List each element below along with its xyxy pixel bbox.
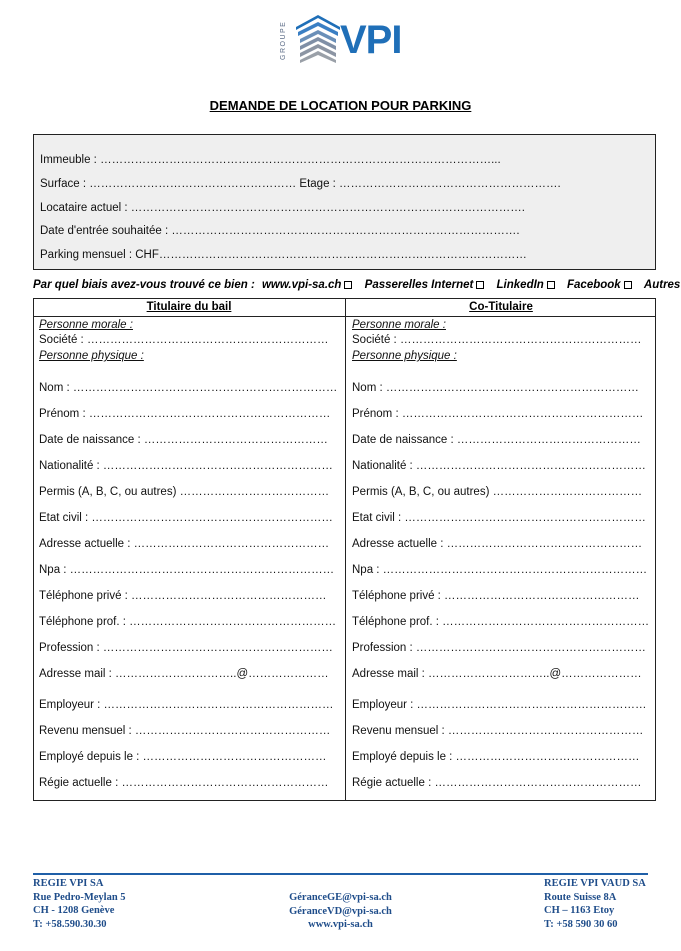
footer-line: REGIE VPI VAUD SA <box>544 878 646 889</box>
field-adresse-actuelle[interactable]: Adresse actuelle : …………………………………………… <box>352 538 643 550</box>
field-date-naissance[interactable]: Date de naissance : ………………………………………… <box>352 434 641 446</box>
header-divider <box>33 316 656 317</box>
footer-line: CH - 1208 Genève <box>33 905 115 916</box>
field-nationalite[interactable]: Nationalité : …………………………………………………… <box>352 460 646 472</box>
personne-morale-label: Personne morale : <box>39 319 133 331</box>
footer-website[interactable]: www.vpi-sa.ch <box>308 919 373 930</box>
field-employeur[interactable]: Employeur : …………………………………………………… <box>39 699 334 711</box>
field-adresse-actuelle[interactable]: Adresse actuelle : …………………………………………… <box>39 538 330 550</box>
field-regie-actuelle[interactable]: Régie actuelle : ……………………………………………… <box>352 777 642 789</box>
source-question: Par quel biais avez-vous trouvé ce bien : <box>33 279 255 291</box>
option-linkedin-checkbox[interactable] <box>547 281 555 289</box>
option-passerelles-checkbox[interactable] <box>476 281 484 289</box>
field-telephone-prof[interactable]: Téléphone prof. : ……………………………………………… <box>39 616 337 628</box>
field-telephone-prive[interactable]: Téléphone privé : …………………………………………… <box>352 590 640 602</box>
field-telephone-prof[interactable]: Téléphone prof. : ……………………………………………… <box>352 616 650 628</box>
footer-line: Route Suisse 8A <box>544 891 617 903</box>
field-immeuble[interactable]: Immeuble : …………………………………………………………………………………………... <box>40 154 501 166</box>
option-facebook-label: Facebook <box>567 279 621 291</box>
field-telephone-prive[interactable]: Téléphone privé : …………………………………………… <box>39 590 327 602</box>
field-parking-mensuel[interactable]: Parking mensuel : CHF…………………………………………………………………………………… <box>40 249 527 261</box>
footer-line: T: +58 590 30 60 <box>544 918 618 930</box>
footer-vaud-address <box>544 877 646 931</box>
titulaire-header: Titulaire du bail <box>146 301 232 313</box>
field-employe-depuis[interactable]: Employé depuis le : ………………………………………… <box>352 751 640 763</box>
footer-rule <box>33 873 648 875</box>
field-adresse-mail[interactable]: Adresse mail : …………………………..@………………… <box>39 668 329 680</box>
field-employe-depuis[interactable]: Employé depuis le : ………………………………………… <box>39 751 327 763</box>
field-regie-actuelle[interactable]: Régie actuelle : ……………………………………………… <box>39 777 329 789</box>
field-prenom[interactable]: Prénom : ……………………………………………………… <box>39 408 331 420</box>
property-info-box <box>33 134 656 270</box>
option-website-checkbox[interactable] <box>344 281 352 289</box>
field-permis[interactable]: Permis (A, B, C, ou autres) ………………………………… <box>39 486 330 498</box>
field-profession[interactable]: Profession : …………………………………………………… <box>39 642 333 654</box>
field-nom[interactable]: Nom : …………………………………………………………… <box>39 382 338 394</box>
option-facebook-checkbox[interactable] <box>624 281 632 289</box>
company-logo <box>280 14 410 66</box>
field-revenu-mensuel[interactable]: Revenu mensuel : …………………………………………… <box>352 725 644 737</box>
field-surface-etage[interactable]: Surface : ……………………………………………… Etage : …………………………………………………. <box>40 178 561 190</box>
option-linkedin-label: LinkedIn <box>496 279 544 291</box>
personne-physique-label: Personne physique : <box>352 350 457 362</box>
field-permis[interactable]: Permis (A, B, C, ou autres) ………………………………… <box>352 486 643 498</box>
field-date-naissance[interactable]: Date de naissance : ………………………………………… <box>39 434 328 446</box>
field-nationalite[interactable]: Nationalité : …………………………………………………… <box>39 460 333 472</box>
footer-email-ge[interactable]: GéranceGE@vpi-sa.ch <box>289 892 392 903</box>
building-logo-icon <box>296 15 340 63</box>
logo-groupe-text: GROUPE <box>280 20 287 60</box>
source-question-line <box>33 279 681 291</box>
personne-physique-label: Personne physique : <box>39 350 144 362</box>
field-adresse-mail[interactable]: Adresse mail : …………………………..@………………… <box>352 668 642 680</box>
footer-line: T: +58.590.30.30 <box>33 918 107 930</box>
field-societe[interactable]: Société : ……………………………………………………… <box>352 334 642 346</box>
field-employeur[interactable]: Employeur : …………………………………………………… <box>352 699 647 711</box>
field-etat-civil[interactable]: Etat civil : ……………………………………………………… <box>352 512 646 524</box>
option-website-label: www.vpi-sa.ch <box>261 279 342 291</box>
field-revenu-mensuel[interactable]: Revenu mensuel : …………………………………………… <box>39 725 331 737</box>
footer-line: Rue Pedro-Meylan 5 <box>33 891 126 903</box>
field-date-entree[interactable]: Date d'entrée souhaitée : ………………………………………………………………………………. <box>40 225 520 237</box>
field-prenom[interactable]: Prénom : ……………………………………………………… <box>352 408 644 420</box>
field-nom[interactable]: Nom : ………………………………………………………… <box>352 382 639 394</box>
footer-email-vd[interactable]: GéranceVD@vpi-sa.ch <box>289 905 392 917</box>
cotitulaire-header: Co-Titulaire <box>469 301 533 313</box>
column-divider <box>345 298 346 801</box>
field-locataire-actuel[interactable]: Locataire actuel : …………………………………………………………………………………………. <box>40 202 525 214</box>
logo-brand-text: VPI <box>340 18 402 62</box>
field-etat-civil[interactable]: Etat civil : ……………………………………………………… <box>39 512 333 524</box>
footer-line: REGIE VPI SA <box>33 878 104 889</box>
field-npa[interactable]: Npa : …………………………………………………………… <box>352 564 648 576</box>
document-title: DEMANDE DE LOCATION POUR PARKING <box>209 98 472 113</box>
option-passerelles-label: Passerelles Internet <box>364 279 474 291</box>
field-profession[interactable]: Profession : …………………………………………………… <box>352 642 646 654</box>
field-npa[interactable]: Npa : …………………………………………………………… <box>39 564 335 576</box>
field-societe[interactable]: Société : ……………………………………………………… <box>39 334 329 346</box>
footer-line: CH – 1163 Etoy <box>544 905 615 916</box>
personne-morale-label: Personne morale : <box>352 319 446 331</box>
option-autres-label: Autres <box>643 279 681 291</box>
